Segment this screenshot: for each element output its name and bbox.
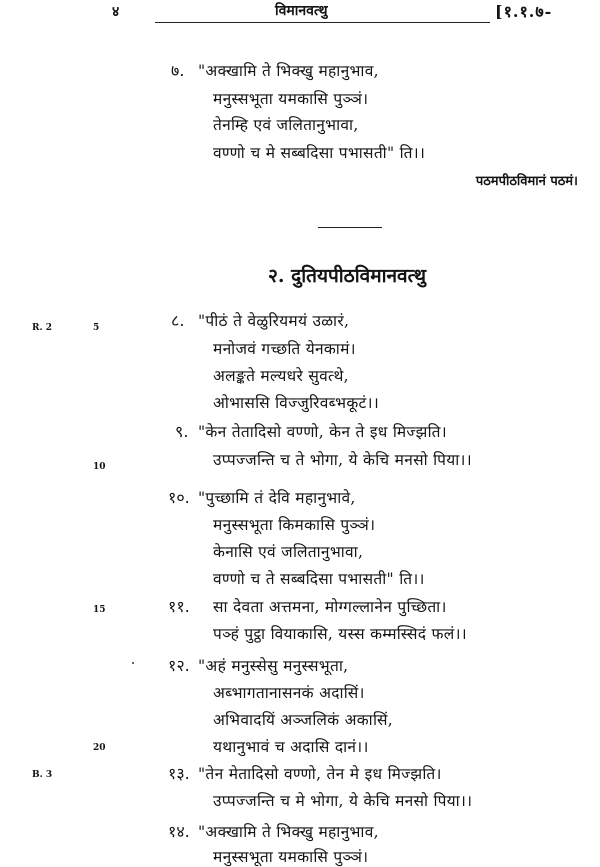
verse-line: यथानुभावं च अदासि दानं।। bbox=[213, 738, 369, 756]
verse-line: मनुस्सभूता यमकासि पुञ्ञं। bbox=[213, 848, 369, 866]
verse-line: अब्भागतानासनकं अदासिं। bbox=[213, 684, 365, 702]
verse-line: मनुस्सभूता यमकासि पुञ्ञं। bbox=[213, 90, 369, 108]
margin-line-number: 10 bbox=[93, 462, 106, 472]
verse-line: पञ्हं पुट्ठा वियाकासि, यस्स कम्मस्सिदं फलं।। bbox=[213, 625, 467, 643]
verse-line: सा देवता अत्तमना, मोग्गल्लानेन पुच्छिता। bbox=[213, 598, 447, 616]
verse-line: "पुच्छामि तं देवि महानुभावे, bbox=[198, 489, 356, 507]
verse-line: अभिवादयिं अञ्जलिकं अकासिं, bbox=[213, 711, 393, 729]
verse-line: "पीठं ते वेळुरियमयं उळारं, bbox=[198, 312, 350, 330]
verse-number: ७. bbox=[171, 61, 185, 80]
margin-reference: B. 3 bbox=[32, 770, 53, 780]
margin-line-number: 5 bbox=[93, 323, 100, 333]
verse-line: "अक्खामि ते भिक्खु महानुभाव, bbox=[198, 62, 379, 80]
verse-number: ८. bbox=[171, 311, 185, 330]
verse-number: ९. bbox=[175, 422, 189, 441]
page-number: ४ bbox=[112, 4, 120, 20]
running-title: विमानवत्थु bbox=[275, 3, 328, 19]
verse-reference: [१.१.७- bbox=[495, 2, 553, 21]
section-divider bbox=[318, 227, 382, 228]
verse-number: १०. bbox=[168, 488, 190, 507]
verse-line: वण्णो च ते सब्बदिसा पभासती" ति।। bbox=[213, 570, 425, 588]
verse-line: मनुस्सभूता किमकासि पुञ्ञं। bbox=[213, 516, 376, 534]
verse-line: मनोजवं गच्छति येनकामं। bbox=[213, 340, 356, 358]
verse-line: तेनम्हि एवं जलितानुभावा, bbox=[213, 116, 359, 134]
verse-line: केनासि एवं जलितानुभावा, bbox=[213, 543, 364, 561]
verse-line: उप्पज्जन्ति च मे भोगा, ये केचि मनसो पिया।। bbox=[213, 792, 473, 810]
margin-line-number: 20 bbox=[93, 743, 106, 753]
verse-line: "अहं मनुस्सेसु मनुस्सभूता, bbox=[198, 657, 349, 675]
section-title: २. दुतियपीठविमानवत्थु bbox=[268, 265, 426, 287]
verse-line: उप्पज्जन्ति च ते भोगा, ये केचि मनसो पिया।। bbox=[213, 451, 472, 469]
verse-number: ११. bbox=[168, 597, 190, 616]
ink-speck bbox=[132, 662, 134, 664]
margin-reference: R. 2 bbox=[32, 323, 53, 333]
verse-line: "अक्खामि ते भिक्खु महानुभाव, bbox=[198, 823, 379, 841]
verse-number: १२. bbox=[168, 656, 190, 675]
header-rule bbox=[155, 22, 490, 23]
verse-line: वण्णो च मे सब्बदिसा पभासती" ति।। bbox=[213, 144, 426, 162]
margin-line-number: 15 bbox=[93, 605, 106, 615]
verse-line: अलङ्कते मल्यधरे सुवत्थे, bbox=[213, 367, 349, 385]
verse-number: १३. bbox=[168, 764, 190, 783]
verse-number: १४. bbox=[168, 822, 190, 841]
chapter-end-title: पठमपीठविमानं पठमं। bbox=[475, 174, 578, 189]
verse-line: "केन तेतादिसो वण्णो, केन ते इध मिज्झति। bbox=[198, 423, 447, 441]
verse-line: ओभाससि विज्जुरिवब्भकूटं।। bbox=[213, 394, 380, 412]
verse-line: "तेन मेतादिसो वण्णो, तेन मे इध मिज्झति। bbox=[198, 765, 442, 783]
